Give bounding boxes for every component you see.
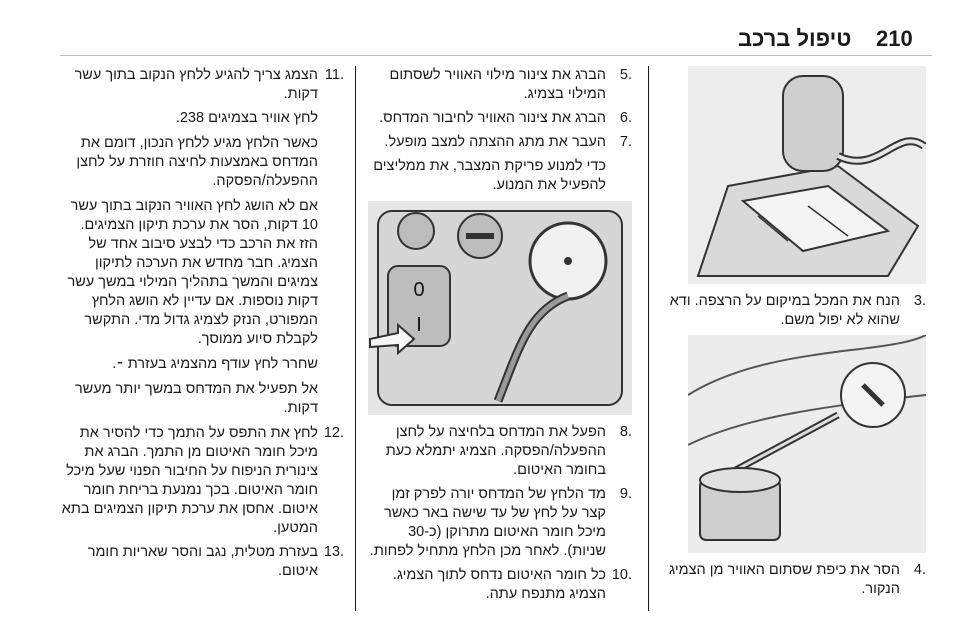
step-number: .6: [619, 110, 632, 126]
step-number: .3: [913, 293, 926, 309]
step-text: הפעל את המדחס בלחיצה על לחצן ההפעלה/הפסקה. הצמיג יתמלא כעת בחומר האיטום.: [385, 424, 606, 478]
step-number: .7: [619, 134, 632, 150]
step-5: [368, 66, 632, 104]
step-text: כל חומר האיטום נדחס לתוך הצמיג. הצמיג מתנפח עתה.: [392, 567, 606, 602]
middle-column: [368, 66, 632, 636]
right-column: [660, 66, 926, 636]
step-3: [660, 292, 926, 330]
step-4: [660, 561, 926, 599]
step-text: הסר את כיפת שסתום האוויר מן הצמיג הנקור.: [669, 562, 900, 597]
section-title: טיפול ברכב: [738, 26, 852, 51]
step-7: [368, 133, 632, 152]
step-11-note-stop: כאשר הלחץ מגיע ללחץ הנכון, דומם את המדחס באמצעות לחיצה חוזרת על לחצן ההפעלה/הפסקה.: [76, 135, 318, 189]
svg-text:I: I: [416, 314, 422, 336]
step-6: [368, 109, 632, 128]
step-9: [368, 485, 632, 561]
step-number: .5: [619, 67, 632, 83]
step-number: .10: [611, 567, 632, 583]
step-number: .11: [324, 67, 344, 83]
svg-text:0: 0: [413, 279, 425, 301]
step-text: הברג את צינור מילוי האוויר לשסתום המילוי בצמיג.: [389, 67, 606, 102]
step-number: .9: [619, 486, 632, 502]
illustration-sealant-bottle-on-floor: [688, 66, 926, 284]
step-text: לחץ את התפס על התמך כדי להסיר את מיכל חומר האיטום מן התמך. הברג את צינורית הניפוח על החיבור הפנוי שעל מיכל חומר האיטום. בכך נמנעת בריחת חומר איטום. אחסן את ערכת תיקון הצמיגים בתא המטען.: [61, 425, 318, 536]
page-number: 210: [876, 26, 913, 51]
column-divider: [648, 66, 649, 611]
step-11-warning: אל תפעיל את המדחס במשך יותר מעשר דקות.: [74, 381, 318, 416]
page-header: [0, 26, 960, 56]
step-text: הברג את צינור האוויר לחיבור המדחס.: [379, 110, 606, 126]
left-column: [60, 66, 344, 636]
step-number: .13: [323, 544, 344, 560]
step-text: מד הלחץ של המדחס יורה לפרק זמן קצר על לחץ של עד שישה באר כאשר מיכל חומר האיטום מתרוקן (כ-30 שניות). לאחר מכן הלחץ מתחיל לפחות.: [369, 486, 606, 559]
step-10: [368, 566, 632, 604]
step-11-note-retry: אם לא הושג לחץ האוויר הנקוב בתוך עשר 10 דקות, הסר את ערכת תיקון הצמיגים. הזז את הרכב כדי לבצע סיבוב אחד של הצמיג. חבר מחדש את הערכה לתיקון צמיגים והמשך בתהליך המילוי במשך עשר דקות נוספות. אם עדיין לא הושג הלחץ המפורט, הנזק לצמיג גדול מדי. התקשר לקבלת סיוע ממוסך.: [67, 198, 318, 347]
step-text: הצמג צריך להגיע ללחץ הנקוב בתוך עשר דקות.: [74, 67, 318, 102]
step-8: [368, 423, 632, 480]
step-text: הנח את המכל במיקום על הרצפה. ודא שהוא לא יפול משם.: [669, 293, 900, 328]
step-13: [60, 543, 344, 581]
illustration-compressor-switch: [368, 201, 632, 415]
header-rule: [60, 55, 932, 56]
step-11-tire-pressure-ref: לחץ אוויר בצמיגים 238.: [175, 110, 318, 126]
step-11: [60, 66, 344, 104]
step-12: [60, 424, 344, 538]
step-number: .4: [913, 562, 926, 578]
step-number: .12: [323, 425, 344, 441]
step-11-note-release: שחרר לחץ עודף מהצמיג בעזרת ⁃.: [112, 356, 318, 372]
illustration-tire-valve: [688, 335, 926, 553]
step-7-note: כדי למנוע פריקת המצבר, את ממליצים להפעיל את המנוע.: [373, 158, 606, 193]
step-text: בעזרת מטלית, נגב והסר שאריות חומר איטום.: [87, 544, 318, 579]
step-number: .8: [619, 424, 632, 440]
step-text: העבר את מתג ההצתה למצב מופעל.: [384, 134, 606, 150]
column-divider: [355, 66, 356, 611]
